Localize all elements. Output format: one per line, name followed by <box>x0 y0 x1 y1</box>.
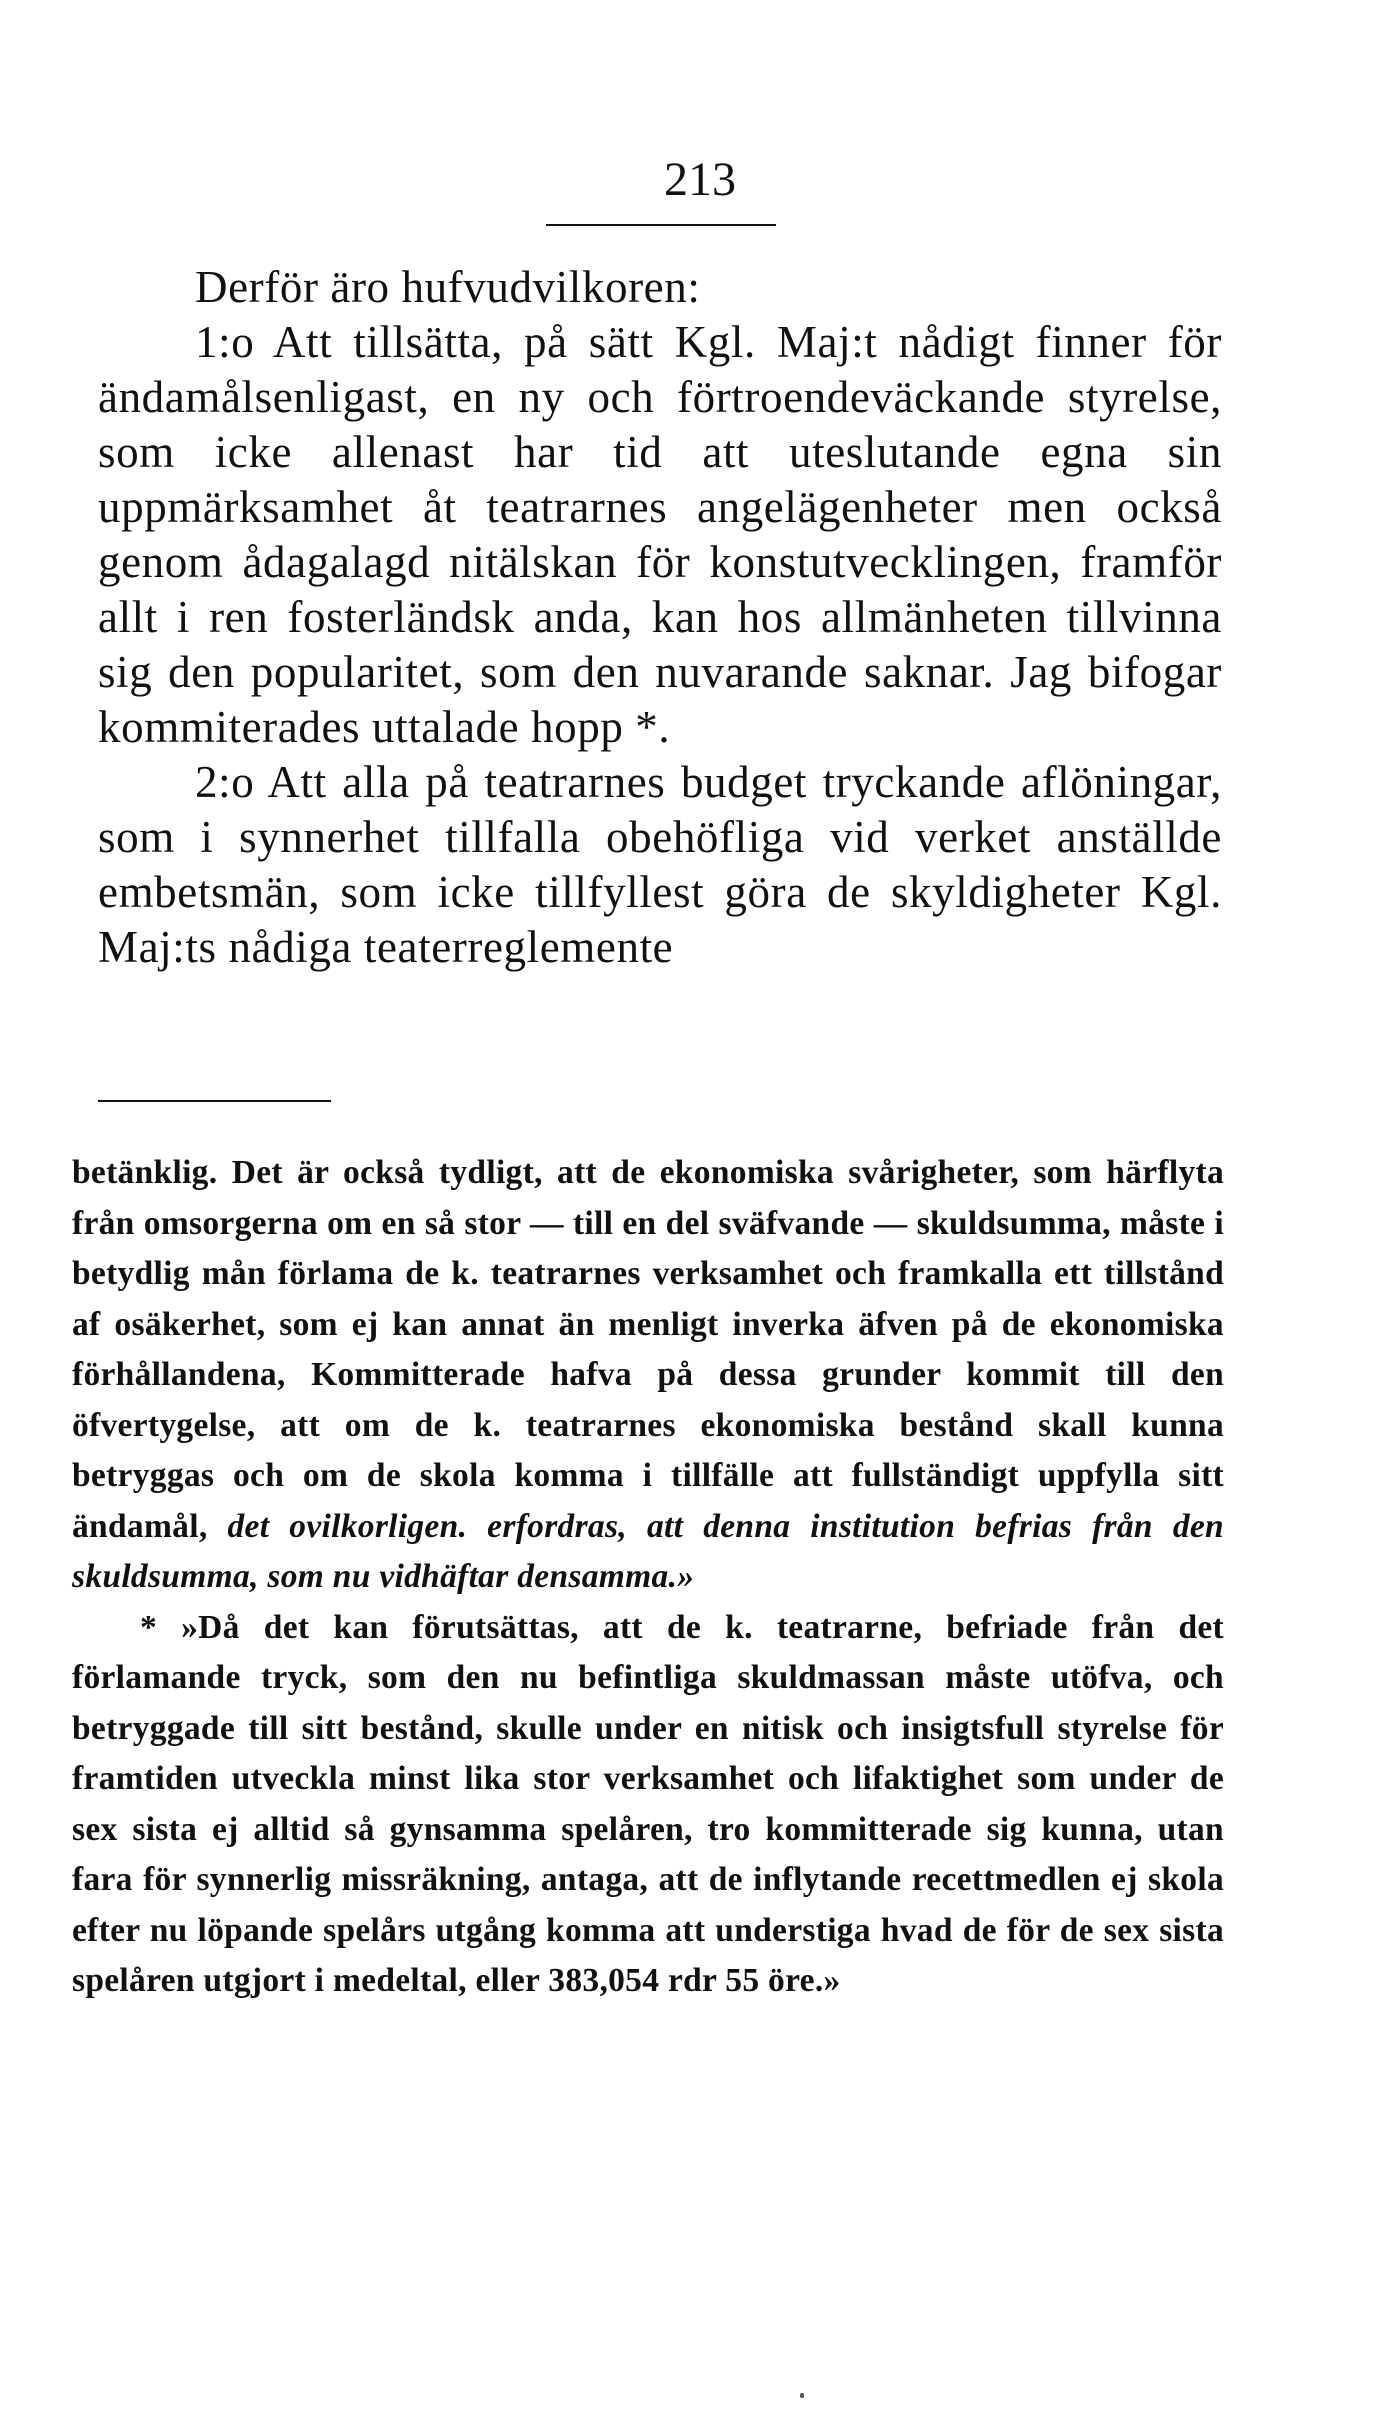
section-heading: Derför äro hufvudvilkoren: <box>195 262 701 312</box>
paragraph-1: 1:o Att tillsätta, på sätt Kgl. Maj:t nådigt finner för ändamålsenligast, en ny och förtroendeväckande styrelse, som icke allenast har tid att uteslutande egna sin uppmärksamhet åt teatrarnes angelägenheter men också genom ådagalagd nitälskan för konstutvecklingen, framför allt i ren fosterländsk anda, kan hos allmänheten tillvinna sig den popularitet, som den nuvarande saknar. Jag bifogar kommiterades uttalade hopp *. <box>98 317 1222 752</box>
footnote-continuation-text: betänklig. Det är också tydligt, att de ekonomiska svårigheter, som härflyta från omsorgerna om en så stor — till en del sväfvande — skuldsumma, måste i betydlig mån förlama de k. teatrarnes verksamhet och framkalla ett tillstånd af osäkerhet, som ej kan annat än menligt inverka äfven på de ekonomiska förhållandena, Kommitterade hafva på dessa grunder kommit till den öfvertygelse, att om de k. teatrarnes ekonomiska bestånd skall kunna betryggas och om de skola komma i tillfälle att fullständigt uppfylla sitt ändamål, <box>72 1154 1224 1545</box>
paragraph-2: 2:o Att alla på teatrarnes budget tryckande aflöningar, som i synnerhet tillfalla obehöfliga vid verket anställde embetsmän, som icke tillfyllest göra de skyldigheter Kgl. Maj:ts nådiga teaterreglemente <box>98 757 1222 972</box>
page-number-rule <box>546 224 776 226</box>
footnote-continuation-italic: det ovilkorligen. erfordras, att denna institution befrias från den skuldsumma, som nu vidhäftar densamma.» <box>72 1507 1224 1595</box>
footnote-continuation <box>72 1148 1224 1603</box>
footnotes <box>72 1148 1224 2007</box>
print-speck <box>800 2393 804 2398</box>
footnote-separator <box>98 1100 331 1102</box>
page-number: 213 <box>664 153 736 206</box>
main-text <box>98 260 1222 975</box>
footnote-star: * »Då det kan förutsättas, att de k. teatrarne, befriade från det förlamande tryck, som den nu befintliga skuldmassan måste utöfva, och betryggade till sitt bestånd, skulle under en nitisk och insigtsfull styrelse för framtiden utveckla minst lika stor verksamhet och lifaktighet som under de sex sista ej alltid så gynsamma spelåren, tro kommitterade sig kunna, utan fara för synnerlig missräkning, antaga, att de inflytande recettmedlen ej skola efter nu löpande spelårs utgång komma att understiga hvad de för de sex sista spelåren utgjort i medeltal, eller 383,054 rdr 55 öre.» <box>72 1608 1224 1999</box>
